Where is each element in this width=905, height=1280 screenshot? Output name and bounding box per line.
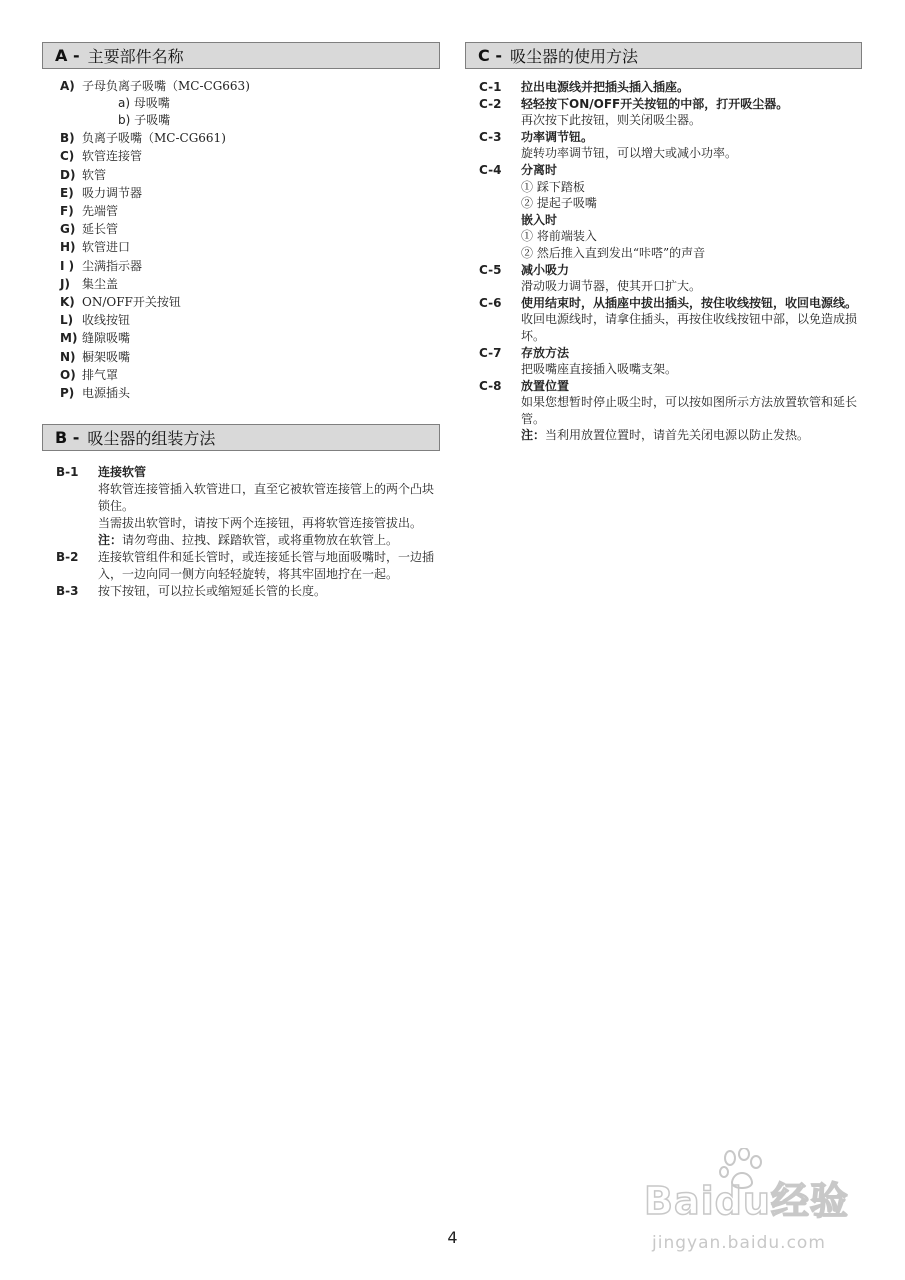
step-text: 当需拔出软管时，请按下两个连接钮，再将软管连接管拔出。 [98,516,423,531]
item-text: 集尘盖 [82,276,119,291]
step-text: 滑动吸力调节器，使其开口扩大。 [521,279,702,294]
step-label: C-3 [479,129,502,144]
section-b-title: 吸尘器的组装方法 [87,429,216,449]
list-item [60,293,440,311]
parts-list [42,77,440,402]
item-label: J) [60,276,70,291]
step-c1 [479,79,862,96]
item-text: 延长管 [82,222,119,237]
item-label: B) [60,131,75,146]
item-label: E) [60,185,74,200]
step-text: 按下按钮，可以拉长或缩短延长管的长度。 [98,584,327,599]
step-label: C-2 [479,96,502,111]
item-label: D) [60,167,76,182]
step-label: C-7 [479,345,502,360]
item-text: 收线按钮 [82,313,131,328]
list-item [60,77,440,95]
list-item [60,348,440,366]
step-c2 [479,96,862,129]
step-text: ① 踩下踏板 [521,179,585,194]
section-b-tag: B - [55,428,80,448]
step-label: B-1 [56,465,79,480]
usage-list [465,79,862,444]
step-label: C-5 [479,262,502,277]
watermark-brand: Baidu经验 [644,1179,849,1223]
item-text: 负离子吸嘴（MC-CG661) [82,131,226,146]
item-text: 缝隙吸嘴 [82,331,131,346]
step-text: ① 将前端装入 [521,229,597,244]
list-item [60,257,440,275]
step-label: C-6 [479,295,502,310]
step-c4 [479,162,862,262]
sub-item [60,95,440,112]
step-note [521,427,862,444]
step-text: ② 提起子吸嘴 [521,196,597,211]
section-c-title: 吸尘器的使用方法 [509,47,638,66]
item-text: 先端管 [82,204,119,219]
list-item [60,238,440,256]
item-text: a) 母吸嘴 [118,96,170,111]
list-item [60,129,440,147]
list-item [60,147,440,165]
item-label: H) [60,240,76,255]
list-item [60,384,440,402]
step-text: 如果您想暂时停止吸尘时，可以按如图所示方法放置软管和延长管。 [521,395,858,426]
list-item [60,329,440,347]
item-label: O) [60,367,76,382]
step-title: 减小吸力 [521,262,570,277]
note-label: 注： [98,533,123,548]
step-c8 [479,378,862,444]
item-text: 子母负离子吸嘴（MC-CG663) [82,79,250,93]
list-item [60,275,440,293]
item-label: P) [60,386,75,401]
step-text: 将软管连接管插入软管进口，直至它被软管连接管上的两个凸块锁住。 [98,482,435,514]
note-text: 请勿弯曲、拉拽、踩踏软管，或将重物放在软管上。 [122,533,399,548]
item-text: 橱架吸嘴 [82,349,131,364]
step-title: 使用结束时，从插座中拔出插头，按住收线按钮，收回电源线。 [521,295,858,310]
section-a-title: 主要部件名称 [87,47,184,66]
section-a-tag: A - [55,46,80,65]
section-b-header [42,424,440,451]
step-label: C-1 [479,80,502,94]
list-item [60,220,440,238]
item-label: I ) [60,258,75,273]
step-b3 [56,583,440,600]
item-label: C) [60,149,75,164]
note-label: 注： [521,428,546,443]
left-column [42,42,440,600]
step-text: ② 然后推入直到发出“咔嗒”的声音 [521,245,706,260]
item-text: 电源插头 [82,386,131,401]
section-c-tag: C - [478,46,502,65]
step-title: 存放方法 [521,345,570,360]
list-item [60,366,440,384]
step-title: 连接软管 [98,465,147,480]
list-item [60,202,440,220]
step-b1 [56,464,440,549]
step-text: 把吸嘴座直接插入吸嘴支架。 [521,362,678,377]
item-text: ON/OFF开关按钮 [82,295,181,310]
step-title: 放置位置 [521,378,570,393]
step-b2 [56,549,440,583]
step-text: 再次按下此按钮，则关闭吸尘器。 [521,113,702,128]
item-text: 排气罩 [82,367,119,382]
item-label: F) [60,204,74,219]
list-item [60,184,440,202]
list-item [60,311,440,329]
item-text: 尘满指示器 [82,258,143,273]
step-note [98,532,440,549]
step-c6 [479,295,862,345]
step-text: 收回电源线时，请拿住插头，再按住收线按钮中部，以免造成损坏。 [521,312,858,343]
step-c7 [479,345,862,378]
item-label: L) [60,313,74,328]
list-item [60,166,440,184]
right-column [465,42,862,444]
step-title: 嵌入时 [521,212,558,227]
step-label: B-2 [56,550,79,565]
step-title: 分离时 [521,162,558,177]
item-text: 软管连接管 [82,149,143,164]
sub-item [60,112,440,129]
item-label: M) [60,331,78,346]
step-label: B-3 [56,584,79,599]
section-c-header [465,42,862,69]
item-label: K) [60,295,75,310]
step-text: 连接软管组件和延长管时，或连接延长管与地面吸嘴时，一边插入，一边向同一侧方向轻轻旋转，将其牢固地拧在一起。 [98,550,435,582]
item-text: 软管进口 [82,240,131,255]
item-text: 吸力调节器 [82,185,143,200]
step-title: 拉出电源线并把插头插入插座。 [521,80,690,94]
item-label: A) [60,79,75,93]
item-label: N) [60,349,76,364]
item-text: 软管 [82,167,107,182]
step-label: C-8 [479,378,502,393]
item-text: b) 子吸嘴 [118,113,171,128]
step-title: 功率调节钮。 [521,129,594,144]
step-title: 轻轻按下ON/OFF开关按钮的中部，打开吸尘器。 [521,96,789,111]
page-number: 4 [447,1228,458,1247]
item-label: G) [60,222,76,237]
note-text: 当利用放置位置时，请首先关闭电源以防止发热。 [545,428,810,443]
step-c5 [479,262,862,295]
step-c3 [479,129,862,162]
step-label: C-4 [479,162,502,177]
watermark-url: jingyan.baidu.com [652,1233,826,1253]
assembly-list [42,464,440,600]
section-a-header [42,42,440,69]
step-text: 旋转功率调节钮，可以增大或减小功率。 [521,146,738,161]
